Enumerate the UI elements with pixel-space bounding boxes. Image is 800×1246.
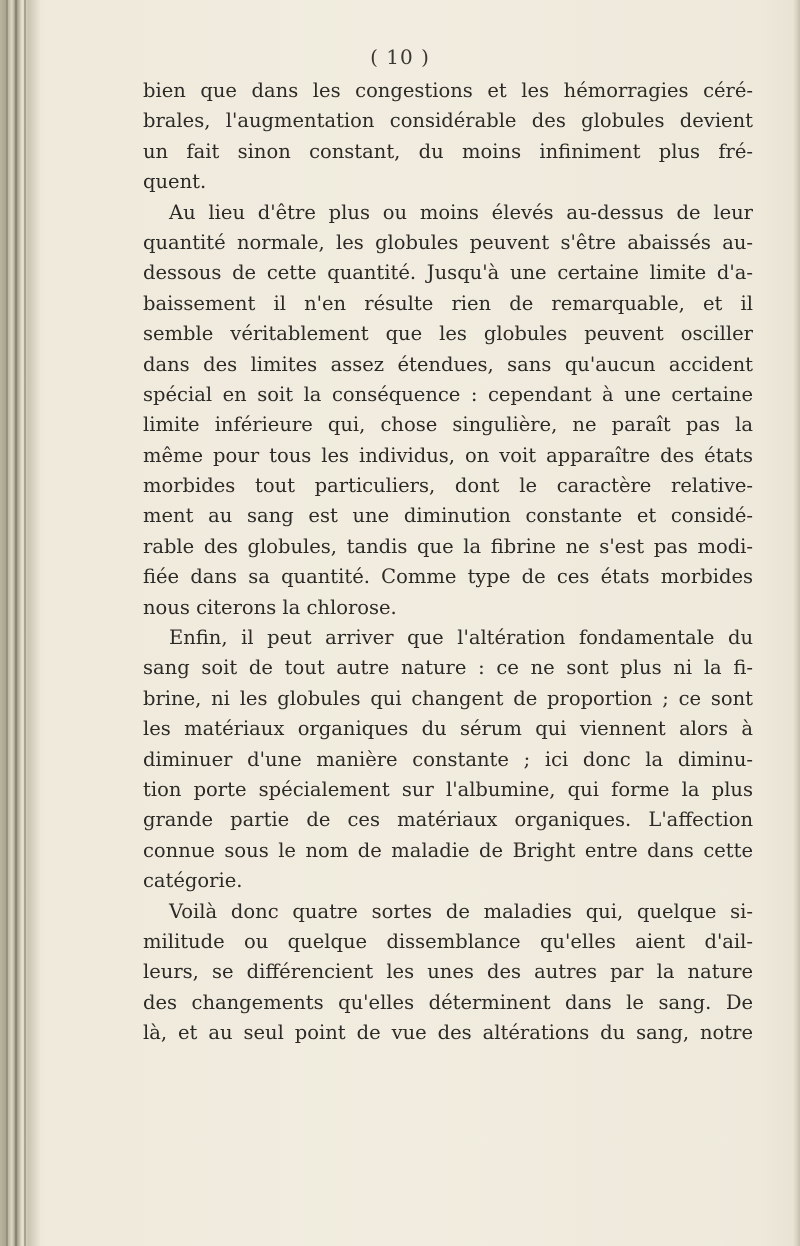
- text-line: sang soit de tout autre nature : ce ne sont plus ni la fi-: [143, 656, 753, 680]
- paragraph-start-line: Enfin, il peut arriver que l'altération fondamentale du: [169, 626, 753, 650]
- binding-line: [24, 0, 26, 1246]
- paragraph-start-line: Voilà donc quatre sortes de maladies qui, quelque si-: [169, 899, 753, 923]
- text-line: rable des globules, tandis que la fibrine ne s'est pas modi-: [143, 534, 753, 558]
- text-line: ment au sang est une diminution constante et considé-: [143, 504, 753, 528]
- text-line: quent.: [143, 170, 207, 194]
- text-line: grande partie de ces matériaux organiques. L'affection: [143, 808, 753, 832]
- text-line: catégorie.: [143, 869, 243, 893]
- page-number: ( 10 ): [370, 45, 430, 69]
- page-right-edge: [792, 0, 800, 1246]
- text-line: là, et au seul point de vue des altérations du sang, notre: [143, 1021, 753, 1045]
- text-line: semble véritablement que les globules peuvent osciller: [143, 322, 753, 346]
- text-line: même pour tous les individus, on voit apparaître des états: [143, 443, 753, 467]
- text-line: tion porte spécialement sur l'albumine, qui forme la plus: [143, 777, 753, 801]
- text-line: quantité normale, les globules peuvent s'être abaissés au-: [143, 230, 753, 254]
- text-line: baissement il n'en résulte rien de remarquable, et il: [143, 291, 753, 315]
- text-line: militude ou quelque dissemblance qu'elles aient d'ail-: [143, 929, 753, 953]
- page-binding-edge: [0, 0, 40, 1246]
- text-line: leurs, se différencient les unes des autres par la nature: [143, 960, 753, 984]
- text-line: brine, ni les globules qui changent de proportion ; ce sont: [143, 686, 753, 710]
- text-line: les matériaux organiques du sérum qui viennent alors à: [143, 717, 753, 741]
- binding-line: [6, 0, 8, 1246]
- text-line: spécial en soit la conséquence : cependant à une certaine: [143, 382, 753, 406]
- text-line: dans des limites assez étendues, sans qu'aucun accident: [143, 352, 753, 376]
- paragraph-start-line: Au lieu d'être plus ou moins élevés au-dessus de leur: [169, 200, 753, 224]
- text-line: brales, l'augmentation considérable des globules devient: [143, 109, 753, 133]
- body-text: [143, 76, 753, 1049]
- text-line: dessous de cette quantité. Jusqu'à une certaine limite d'a-: [143, 261, 753, 285]
- text-line: diminuer d'une manière constante ; ici donc la diminu-: [143, 747, 753, 771]
- text-line: fiée dans sa quantité. Comme type de ces états morbides: [143, 565, 753, 589]
- text-line: morbides tout particuliers, dont le caractère relative-: [143, 474, 753, 498]
- text-line: bien que dans les congestions et les hémorragies céré-: [143, 79, 753, 102]
- text-line: nous citerons la chlorose.: [143, 595, 397, 619]
- text-line: connue sous le nom de maladie de Bright entre dans cette: [143, 838, 753, 862]
- text-line: des changements qu'elles déterminent dans le sang. De: [143, 990, 753, 1014]
- text-line: limite inférieure qui, chose singulière, ne paraît pas la: [143, 413, 753, 437]
- binding-line: [15, 0, 17, 1246]
- text-line: un fait sinon constant, du moins infiniment plus fré-: [143, 139, 753, 163]
